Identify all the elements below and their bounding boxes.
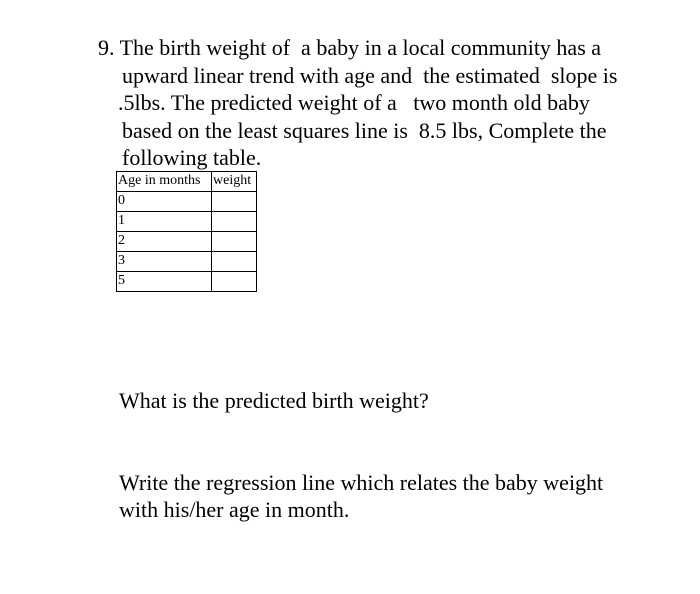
header-weight: weight bbox=[212, 172, 257, 192]
weight-cell[interactable] bbox=[212, 252, 257, 272]
weight-cell[interactable] bbox=[212, 192, 257, 212]
age-cell: 2 bbox=[117, 232, 212, 252]
sub-question-regression-line: Write the regression line which relates the baby weight with his/her age in month. bbox=[119, 470, 604, 522]
question-line-2: upward linear trend with age and the estimated slope is bbox=[122, 62, 618, 88]
question-line-5: following table. bbox=[122, 145, 262, 170]
table-row bbox=[117, 212, 257, 232]
table-row bbox=[117, 272, 257, 292]
weight-cell[interactable] bbox=[212, 232, 257, 252]
weight-cell[interactable] bbox=[212, 212, 257, 232]
age-cell: 1 bbox=[117, 212, 212, 232]
table-row bbox=[117, 232, 257, 252]
question-line-3: .5lbs. The predicted weight of a two month old baby bbox=[118, 90, 590, 115]
question-line-1: 9. The birth weight of a baby in a local community has a bbox=[98, 35, 602, 60]
table-row bbox=[117, 192, 257, 212]
sub-question-birth-weight: What is the predicted birth weight? bbox=[119, 388, 429, 413]
question-text bbox=[98, 34, 678, 172]
age-cell: 5 bbox=[117, 272, 212, 292]
age-cell: 3 bbox=[117, 252, 212, 272]
age-cell: 0 bbox=[117, 192, 212, 212]
header-age: Age in months bbox=[117, 172, 212, 192]
weight-cell[interactable] bbox=[212, 272, 257, 292]
table-header-row bbox=[117, 172, 257, 192]
age-weight-table bbox=[116, 171, 257, 292]
table-row bbox=[117, 252, 257, 272]
question-line-4: based on the least squares line is 8.5 lbs, Complete the bbox=[122, 117, 607, 143]
